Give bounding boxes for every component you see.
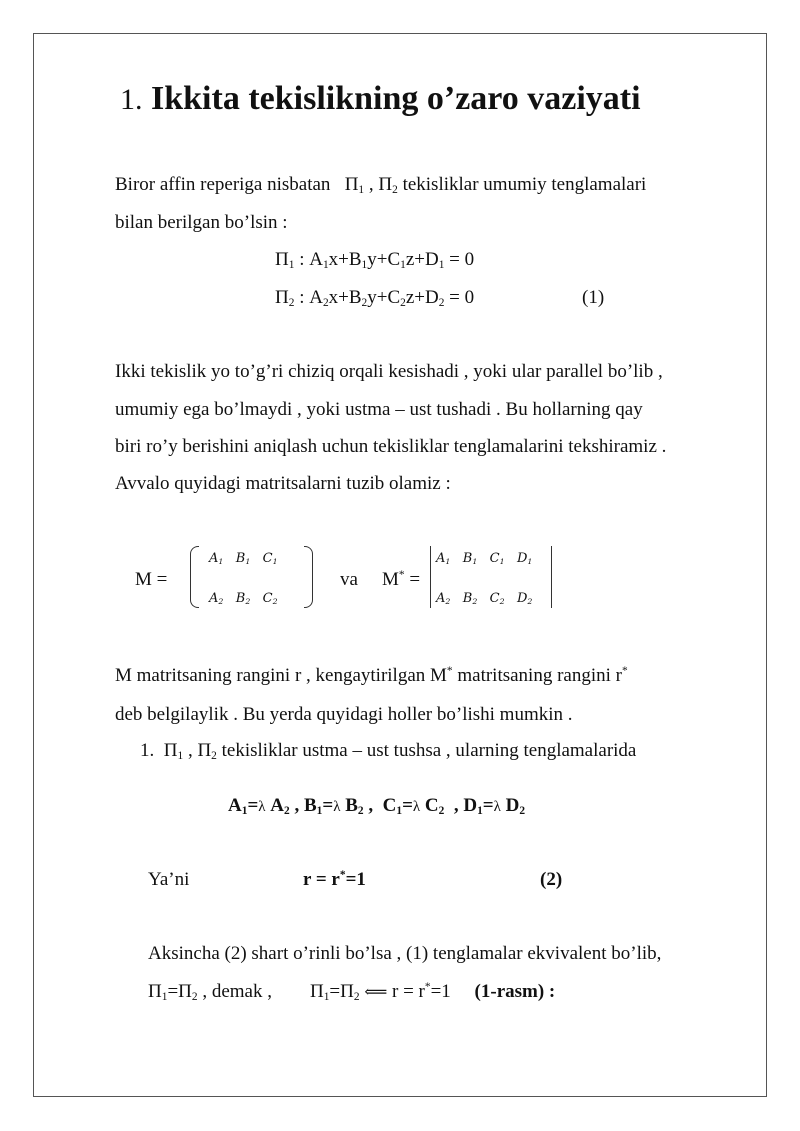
figure-reference: (1-rasm) : <box>474 981 556 1002</box>
closing-line-1: Aksincha (2) shart o’rinli bo’lsa , (1) tenglamalar ekvivalent bo’lib, <box>148 943 662 964</box>
intro-text-b: tekisliklar umumiy tenglamalari <box>402 174 647 195</box>
formula-number: (2) <box>540 869 563 890</box>
rank-formula-b: =1 <box>345 869 366 890</box>
list-item-1: 1. $\Pi_1$ , $\Pi_2$ tekisliklar ustma – ust tushsa , ularning tenglamalarida <box>140 740 637 762</box>
list-item-text: tekisliklar ustma – ust tushsa , ularning tenglamalarida <box>216 740 637 761</box>
title-number: 1. <box>120 83 143 116</box>
page-title <box>120 80 641 118</box>
title-text: Ikkita tekislikning o’zaro vaziyati <box>151 80 641 117</box>
p3-text-b: matritsaning rangini r <box>452 665 622 686</box>
closing-r-b: =1 <box>430 981 451 1002</box>
closing-r-a: r = r <box>387 981 425 1002</box>
matrix-m-right-paren <box>304 546 313 608</box>
closing-line-2: $\Pi_1=\Pi_2$ , demak , $\Pi_1=\Pi_2$ ⟸ r = r*=1 (1-rasm) : <box>148 981 556 1003</box>
intro-line-2: bilan berilgan bo’lsin : <box>115 212 288 233</box>
equivalence-arrow-icon: ⟸ <box>364 984 388 1001</box>
paragraph-2-line-3: biri ro’y berishini aniqlash uchun tekisliklar tenglamalarini tekshiramiz . <box>115 436 667 457</box>
equation-2: $\Pi_2$ : $A_2x+B_2y+C_2z+D_2 = 0$ <box>275 287 475 309</box>
va-text: va <box>340 569 358 590</box>
intro-line-1 <box>115 174 646 196</box>
paragraph-2-line-2: umumiy ega bo’lmaydi , yoki ustma – ust tushadi . Bu hollarning qay <box>115 399 643 420</box>
paragraph-3-line-1: M matritsaning rangini r , kengaytirilgan M* matritsaning rangini r* <box>115 665 628 686</box>
equation-1: $\Pi_1$ : $A_1x+B_1y+C_1z+D_1 = 0$ <box>275 249 475 271</box>
equation-number: (1) <box>582 287 605 308</box>
matrix-m-row-1: $A_1$ $B_1$ $C_1$ <box>209 551 278 566</box>
matrix-mstar-row-1: $A_1$ $B_1$ $C_1$ $D_1$ <box>436 551 533 566</box>
rank-formula-a: r = r <box>303 869 340 890</box>
matrix-m-row-2: $A_2$ $B_2$ $C_2$ <box>209 591 278 606</box>
matrix-mstar-row-2: $A_2$ $B_2$ $C_2$ $D_2$ <box>436 591 533 606</box>
matrix-m-left-paren <box>190 546 199 608</box>
pi-symbols: $\Pi_1$ , $\Pi_2$ <box>335 174 398 196</box>
matrix-m-label: M = <box>135 569 168 590</box>
paragraph-3-line-2: deb belgilaylik . Bu yerda quyidagi holler bo’lishi mumkin . <box>115 704 573 725</box>
paragraph-2-line-4: Avvalo quyidagi matritsalarni tuzib olamiz : <box>115 473 451 494</box>
list-item-number: 1. <box>140 740 155 761</box>
matrix-mstar-left-bar <box>430 546 431 608</box>
rank-formula: r = r*=1 <box>303 869 366 890</box>
matrix-mstar-label: M* = <box>382 569 421 590</box>
lambda-conditions: $A_1=\lambda$ $A_2$ , $B_1=\lambda$ $B_2$ , $C_1=\lambda$ $C_2$ , $D_1=\lambda$ $D_2$ <box>228 795 526 817</box>
intro-text-a: Biror affin reperiga nisbatan <box>115 174 336 195</box>
matrix-mstar-right-bar <box>551 546 552 608</box>
paragraph-2-line-1: Ikki tekislik yo to’g’ri chiziq orqali kesishadi , yoki ular parallel bo’lib , <box>115 361 663 382</box>
p3-text-a: M matritsaning rangini r , kengaytirilgan M <box>115 665 447 686</box>
closing-demak: , demak , <box>197 981 272 1002</box>
yani-label: Ya’ni <box>148 869 190 890</box>
